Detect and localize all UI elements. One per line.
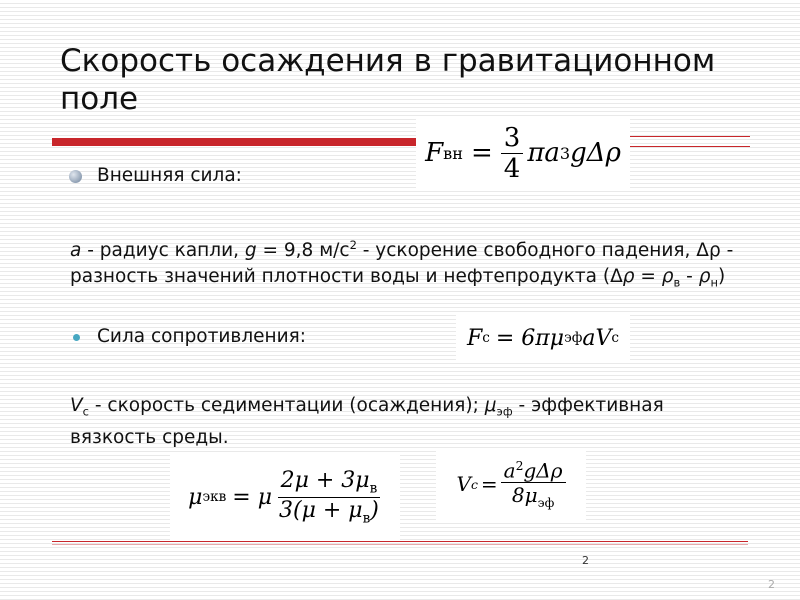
para1-rho3: ρ [698, 266, 711, 288]
formula-external-force [416, 117, 630, 189]
formula-vc-num-a: a [503, 458, 516, 483]
bullet-resistance-force-label: Сила сопротивления: [97, 326, 307, 347]
para1-text-a: - радиус капли, [81, 240, 245, 262]
formula-equivalent-viscosity [170, 452, 400, 542]
formula-vc-fraction [501, 458, 566, 511]
para1-text-e: - [680, 266, 699, 288]
formula-mu-num-a: 2μ + 3μ [280, 468, 370, 494]
para2-mu: μ [484, 395, 497, 416]
formula-vc-num [501, 458, 566, 484]
paragraph-definitions-2 [70, 393, 740, 451]
formula-vc-eq: = [480, 472, 498, 496]
para1-rho2: ρ [661, 266, 674, 288]
formula-vc-den [509, 483, 557, 510]
bullet-icon [73, 334, 80, 341]
formula-mu-lhs-sub: экв [202, 489, 227, 505]
formula-f-rhs-exp: 3 [559, 143, 571, 163]
bullet-icon [69, 170, 82, 183]
para2-sub-ef: эф [496, 404, 513, 419]
para1-text-f: ) [717, 266, 726, 288]
formula-mu-den-a: 3(μ + μ [279, 497, 363, 523]
paragraph-definitions-1 [70, 232, 740, 296]
formula-mu-fraction [276, 468, 382, 526]
formula-f-eq: = [470, 138, 493, 168]
formula-mu-den [276, 498, 382, 526]
formula-f-fraction [501, 123, 524, 184]
formula-f-num: 3 [501, 123, 524, 154]
para1-sub-n: н [710, 275, 718, 290]
formula-fc-lhs-sub: c [482, 330, 490, 346]
para1-text-b: = 9,8 м/с [256, 240, 350, 262]
formula-f-lhs-sub: вн [443, 143, 463, 163]
formula-fc-mu-sub: эф [564, 330, 583, 346]
formula-vc-den-sub: эф [537, 495, 555, 511]
formula-resistance-force [456, 315, 630, 361]
title-underline-bar [52, 138, 417, 146]
para2-text-a: - скорость седиментации (осаждения); [88, 395, 485, 416]
formula-fc-eq: = 6πμ [495, 325, 565, 351]
para2-text-b: - эффективная вязкость среды. [70, 395, 664, 448]
para1-text-d: = [634, 266, 662, 288]
formula-f-den: 4 [503, 153, 521, 184]
para2-sub-c: c [82, 404, 89, 419]
formula-vc-num-exp: 2 [515, 457, 524, 473]
bullet-external-force-label: Внешняя сила: [97, 165, 242, 186]
formula-f-lhs: F [425, 138, 444, 168]
formula-fc-lhs: F [466, 325, 483, 351]
para2-v: V [70, 395, 83, 416]
formula-sedimentation-velocity [436, 448, 586, 520]
formula-fc-v-sub: c [611, 330, 620, 346]
formula-mu-den-b: ) [370, 497, 379, 523]
formula-vc-den-a: 8μ [511, 483, 538, 508]
formula-fc-av: aV [582, 325, 612, 351]
divider-line-bottom [52, 541, 748, 542]
var-a: a [70, 240, 82, 262]
formula-mu-num-sub: в [369, 480, 378, 497]
formula-f-rhs-a: πa [527, 138, 560, 168]
formula-f-rhs-b: gΔρ [570, 138, 621, 168]
formula-mu-lhs: μ [188, 484, 203, 510]
formula-mu-eq: = μ [232, 484, 272, 510]
formula-vc-lhs: V [456, 472, 471, 496]
divider-line-bottom-2 [52, 544, 748, 545]
formula-vc-lhs-sub: c [470, 476, 478, 492]
para1-sq: 2 [349, 238, 357, 252]
slide-title: Скорость осаждения в гравитационном поле [60, 43, 716, 117]
formula-mu-num [278, 468, 381, 497]
var-g: g [244, 240, 257, 262]
formula-vc-num-b: gΔρ [523, 458, 563, 483]
para1-rho1: ρ [622, 266, 635, 288]
para1-sub-v: в [673, 275, 681, 290]
formula-mu-den-sub: в [362, 509, 371, 526]
para1-text-c: - ускорение свободного падения, Δρ - разность значений плотности воды и нефтепродукта (Δ [70, 240, 734, 288]
page-number-corner: 2 [768, 578, 775, 591]
page-number: 2 [582, 554, 589, 567]
